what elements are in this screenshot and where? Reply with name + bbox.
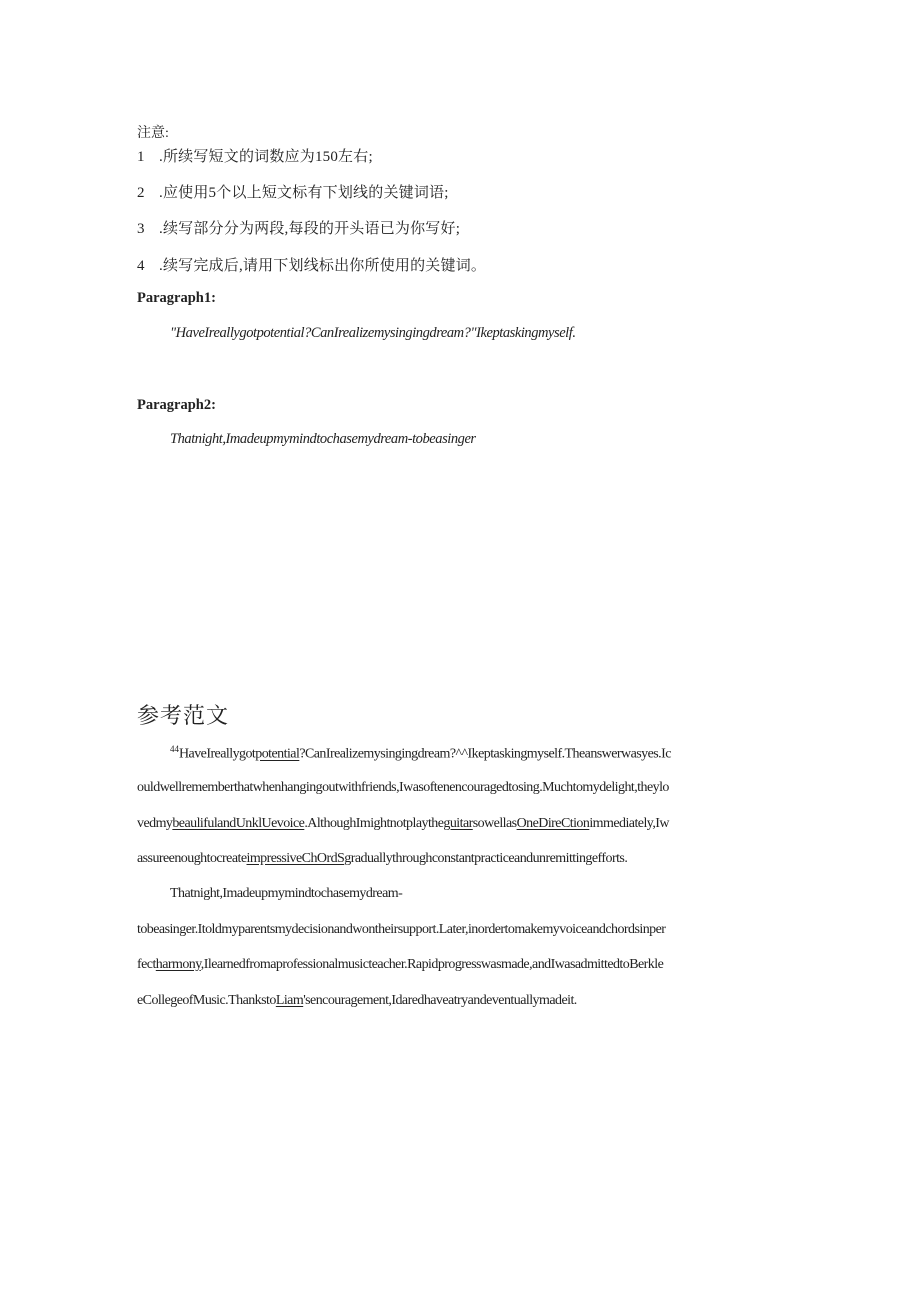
essay-p1-line-3: vedmybeaulifulandUnklUevoice.AlthoughImightnotplaytheguitarsowellasOneDireCtionimmediately,Iw [137,816,669,831]
rule-3 [137,217,460,238]
rule-number: 4 [137,258,145,274]
essay-p2-line-2: tobeasinger.Itoldmyparentsmydecisionandwontheirsupport.Later,inordertomakemyvoiceandchordsinper [137,922,666,937]
reference-title: 参考范文 [137,703,230,728]
rule-text: .所续写短文的词数应为150左右; [159,149,373,165]
rule-text: .续写部分分为两段,每段的开头语已为你写好; [159,221,461,237]
keyword-underlined: impressiveChOrdS [246,851,345,866]
keyword-underlined: OneDireCtion [516,816,590,831]
rule-4 [137,254,486,275]
essay-p1-line-4: assureenoughtocreateimpressiveChOrdSgraduallythroughconstantpracticeandunremittingefforts. [137,851,628,866]
rule-number: 1 [137,149,145,165]
paragraph1-opening: "HaveIreallygotpotential?CanIrealizemysingingdream?"Ikeptaskingmyself. [170,325,576,341]
quote-mark: 44 [170,744,179,754]
rule-text: .续写完成后,请用下划线标出你所使用的关键词。 [159,258,487,274]
keyword-underlined: potential [255,746,300,762]
rule-number: 2 [137,185,145,201]
keyword-underlined: Liam [275,993,304,1008]
essay-p2-line-4: eCollegeofMusic.ThankstoLiam'sencouragement,Idaredhaveatryandeventuallymadeit. [137,993,577,1008]
rule-1 [137,145,373,166]
keyword-underlined: beaulifulandUnklUevoice [172,816,305,831]
keyword-underlined: harmony [155,957,201,972]
rule-2 [137,181,449,202]
essay-p1-line-2: ouldwellrememberthatwhenhangingoutwithfriends,Iwasoftenencouragedtosing.Muchtomydelight,theylo [137,780,669,795]
rule-text: .应使用5个以上短文标有下划线的关键词语; [159,185,449,201]
paragraph2-label: Paragraph2: [137,397,216,413]
keyword-underlined: guitar [443,816,473,831]
essay-p2-line-1: Thatnight,Imadeupmymindtochasemydream- [170,886,403,901]
essay-p1-line-1: $^{44}$HaveIreallygotpotential?CanIrealizemysingingdream?^^Ikeptaskingmyself.Theanswerwasyes.Ic [170,744,671,762]
rule-number: 3 [137,221,145,237]
paragraph1-label: Paragraph1: [137,290,216,306]
essay-p2-line-3: fectharmony,Ilearnedfromaprofessionalmusicteacher.Rapidprogresswasmade,andIwasadmittedtoBerkle [137,957,664,972]
paragraph2-opening: Thatnight,Imadeupmymindtochasemydream-tobeasinger [170,431,476,447]
notes-heading: 注意: [137,126,169,141]
